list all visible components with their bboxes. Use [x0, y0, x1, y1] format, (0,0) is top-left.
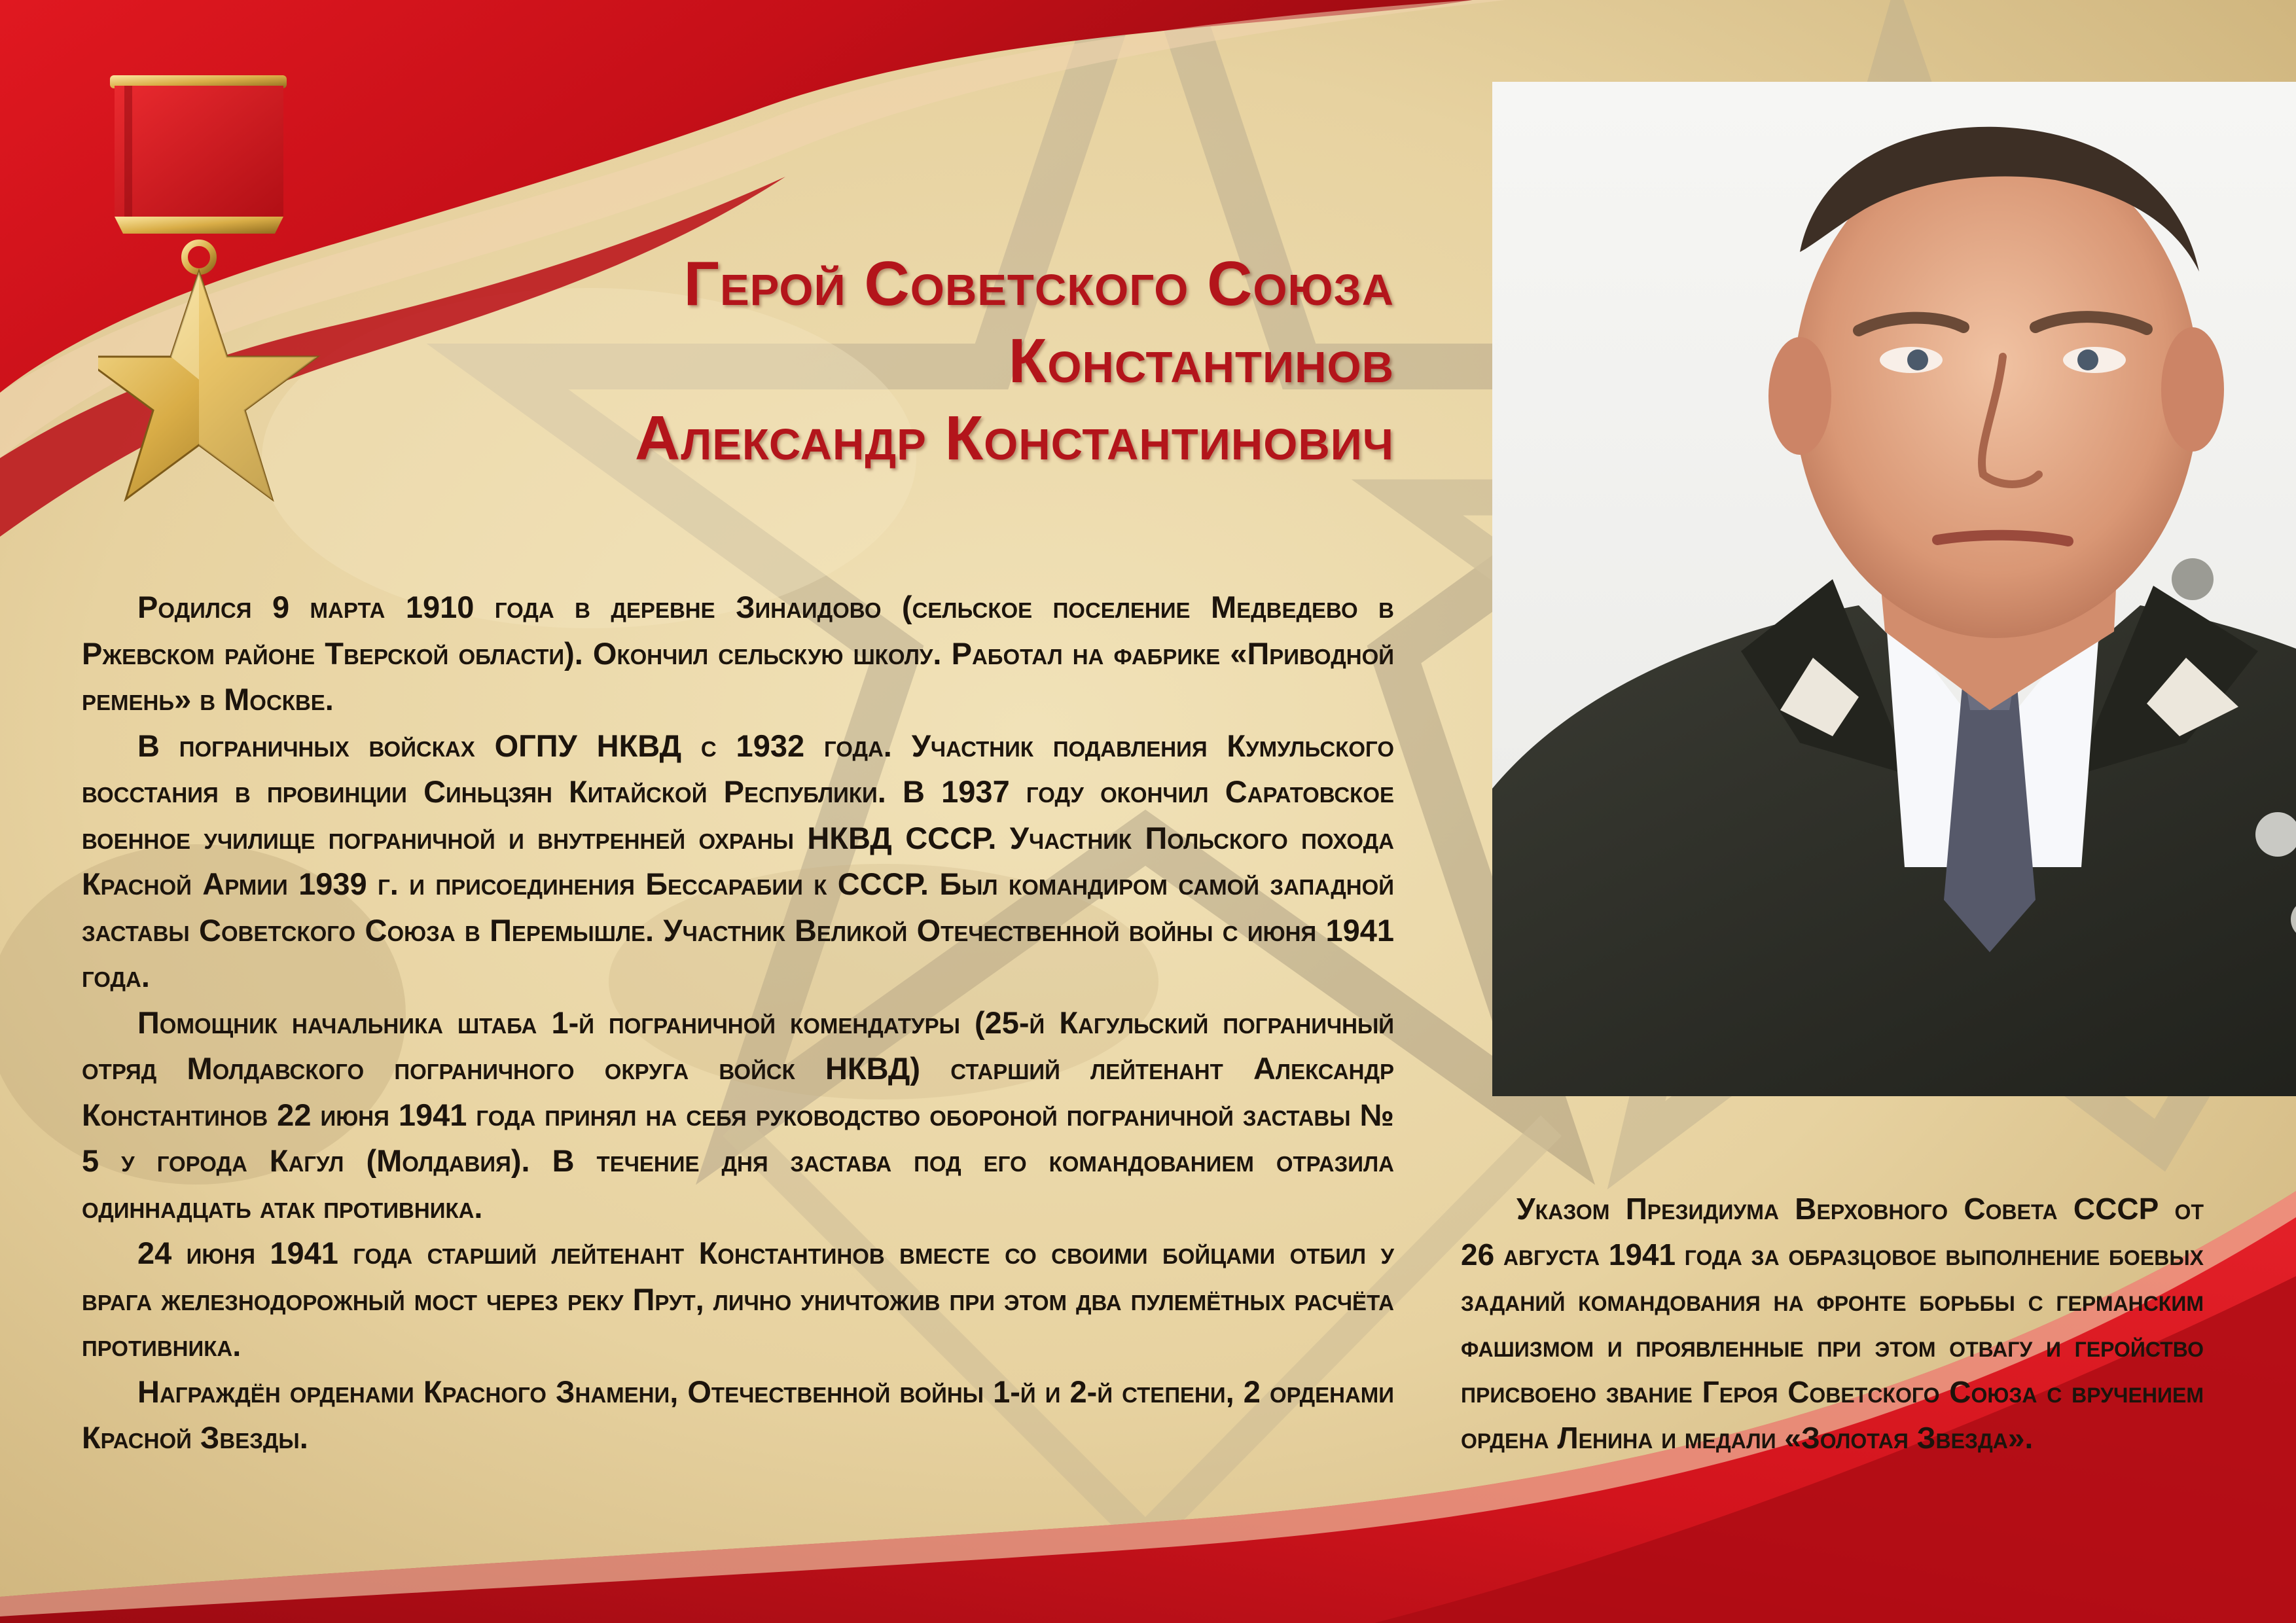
biography-paragraph: Награждён орденами Красного Знамени, Отечественной войны 1-й и 2-й степени, 2 орденами Красной Звезды. — [82, 1374, 1394, 1455]
title-line-rank: Герой Советского Союза — [683, 249, 1394, 319]
title-line-name: Александр Константинович — [634, 403, 1394, 473]
biography-paragraph: Родился 9 марта 1910 года в деревне Зинаидово (сельское поселение Медведево в Ржевском районе Тверской области). Окончил сельскую школу. Работал на фабрике «Приводной ремень» в Москве. — [82, 590, 1394, 717]
biography-paragraph: 24 июня 1941 года старший лейтенант Константинов вместе со своими бойцами отбил у врага железнодорожный мост через реку Прут, лично уничтожив при этом два пулемётных расчёта противника. — [82, 1236, 1394, 1363]
biography-paragraph: Помощник начальника штаба 1-й пограничной комендатуры (25-й Кагульский пограничный отряд Молдавского пограничного округа войск НКВД) старший лейтенант Александр Константинов 22 июня 1941 года принял на себя руководство обороной пограничной заставы № 5 у города Кагул (Молдавия). В течение дня застава под его командованием отразила одиннадцать атак противника. — [82, 1005, 1394, 1224]
portrait-photo — [1492, 82, 2296, 1096]
biography-text — [82, 584, 1394, 1461]
title-line-surname: Константинов — [1008, 326, 1394, 396]
decree-paragraph: Указом Президиума Верховного Совета СССР от 26 августа 1941 года за образцовое выполнение боевых заданий командования на фронте борьбы с германским фашизмом и проявленные при этом отвагу и геройство присвоено звание Героя Советского Союза с вручением ордена Ленина и медали «Золотая Звезда». — [1461, 1192, 2204, 1455]
award-decree-text — [1461, 1186, 2204, 1461]
biography-paragraph: В пограничных войсках ОГПУ НКВД с 1932 года. Участник подавления Кумульского восстания в провинции Синьцзян Китайской Республики. В 1937 году окончил Саратовское военное училище пограничной и внутренней охраны НКВД СССР. Участник Польского похода Красной Армии 1939 г. и присоединения Бессарабии к СССР. Был командиром самой западной заставы Советского Союза в Перемышле. Участник Великой Отечественной войны с июня 1941 года. — [82, 728, 1394, 993]
hero-title — [458, 245, 1394, 477]
gold-star-medal-icon — [98, 62, 360, 520]
